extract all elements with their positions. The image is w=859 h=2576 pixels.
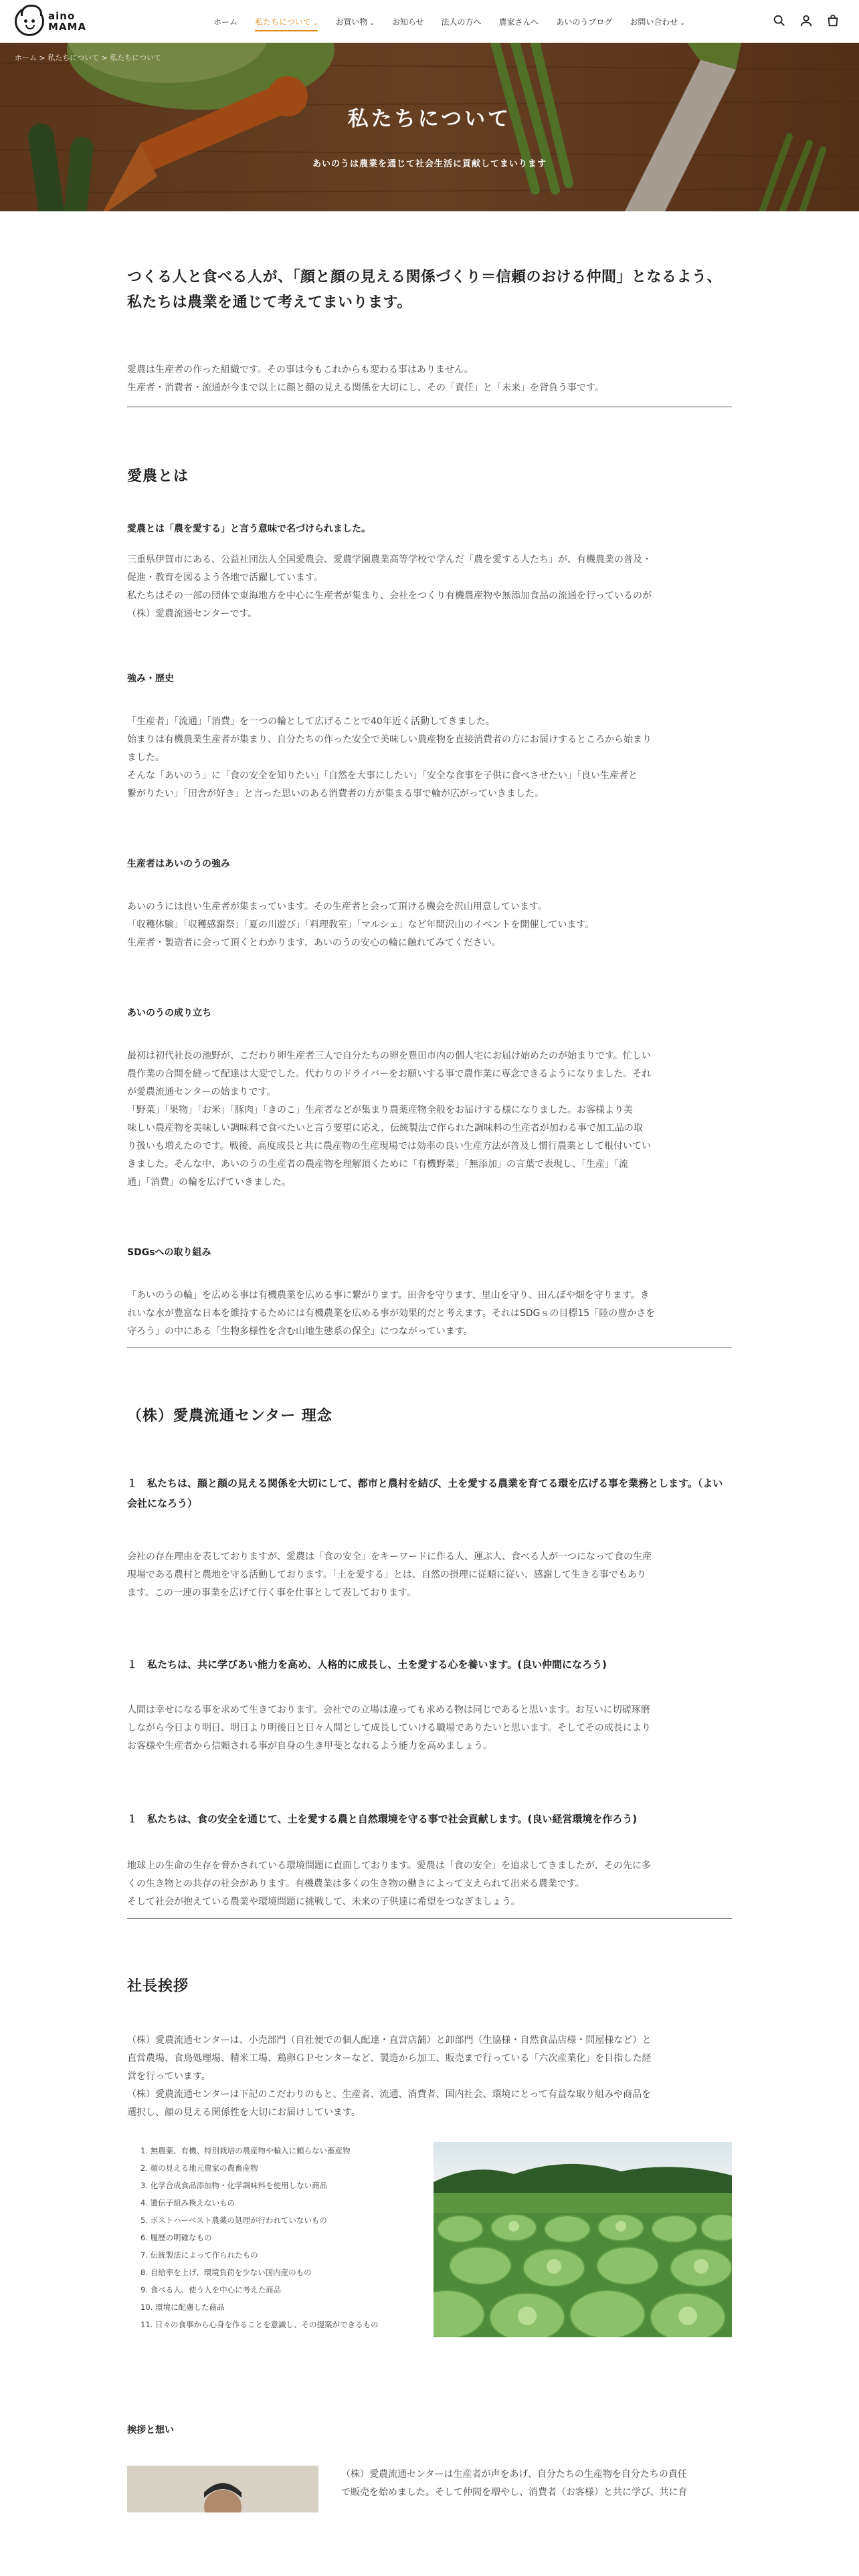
nav-item-corporate[interactable]: 法人の方へ	[441, 17, 482, 27]
nav-item-home[interactable]: ホーム	[213, 17, 238, 27]
body-line: 最初は初代社長の池野が、こだわり卵生産者三人で自分たちの卵を豊田市内の個人宅にお届け始めたのが始まりです。忙しい	[127, 1051, 651, 1061]
nav-item-shopping[interactable]: お買い物 ⌄	[335, 17, 375, 27]
nav-item-farmers[interactable]: 農家さんへ	[498, 17, 539, 27]
body-line: そんな「あいのう」に「食の安全を知りたい」「自然を大事にしたい」「安全な食事を子供に食べさせたい」「良い生産者と	[127, 770, 638, 781]
philosophy-body	[127, 1548, 732, 1602]
body-line: 現場である農村と農地を守る活動しております。「土を愛する」とは、自然の摂理に従順に従い、感謝して生きる事でもあり	[127, 1570, 646, 1580]
list-item: 11. 日々の食事から心身を作ることを意識し、その提案ができるもの	[140, 2320, 379, 2329]
main-nav	[205, 0, 694, 43]
philosophy-heading: １ 私たちは、顔と顔の見える関係を大切にして、都市と農村を結び、土を愛する農業を育てる環を広げる事を業務とします。（よい会社になろう）	[127, 1477, 723, 1509]
list-item: 8. 自給率を上げ、環境負荷を少ない国内産のもの	[140, 2268, 312, 2277]
body-line: 人間は幸せになる事を求めて生きております。会社での立場は違っても求める物は同じであると思います。お互いに切磋琢磨	[127, 1705, 650, 1715]
nav-item-news[interactable]: お知らせ	[391, 17, 424, 27]
hero-banner	[0, 43, 859, 211]
intro-text	[127, 361, 732, 397]
nav-item-about[interactable]: 私たちについて ⌄	[246, 16, 326, 27]
list-item: 7. 伝統製法によって作られたもの	[140, 2250, 258, 2260]
president-intro	[127, 2032, 732, 2122]
list-item: 6. 履歴の明確なもの	[140, 2233, 212, 2242]
body-line: で販売を始めました。そして仲間を増やし、消費者（お客様）と共に学び、共に育	[341, 2487, 688, 2498]
list-item: 1. 無農薬、有機、特別栽培の農産物や輸入に頼らない畜産物	[140, 2146, 351, 2155]
philosophy-heading: １ 私たちは、食の安全を通じて、土を愛する農と自然環境を守る事で社会貢献します。(良い経営環境を作ろう)	[127, 1813, 638, 1825]
aino-section	[127, 465, 732, 1341]
body-line: 選択し、顔の見える関係性を大切にお届けしています。	[127, 2107, 361, 2118]
body-line: くの生き物との共存の社会があります。有機農業は多くの生き物の働きによって支えられて出来る農業です。	[127, 1879, 585, 1889]
message-text	[341, 2466, 687, 2512]
list-item: 2. 顔の見える地元農家の農畜産物	[140, 2163, 258, 2173]
cart-icon[interactable]	[826, 13, 840, 28]
site-logo[interactable]	[15, 6, 95, 37]
president-photo	[127, 2466, 318, 2512]
body-line: 三重県伊賀市にある、公益社団法人全国愛農会、愛農学園農業高等学校で学んだ「農を愛する人たち」が、有機農業の普及・	[127, 554, 652, 565]
subsection-body	[127, 551, 732, 623]
body-line: 促進・教育を図るよう各地で活躍しています。	[127, 572, 323, 583]
body-line: 会社の存在理由を表しておりますが、愛農は「食の安全」をキーワードに作る人、運ぶ人、食べる人が一つになって食の生産	[127, 1551, 652, 1562]
list-item: 9. 食べる人、使う人を中心に考えた商品	[140, 2285, 282, 2294]
message-section	[127, 2423, 732, 2512]
cabbage-field-photo	[434, 2142, 732, 2337]
body-line: きました。そんな中、あいのうの生産者の農産物を理解頂くために「有機野菜」「無添加」の言葉で表現し、「生産」「流	[127, 1159, 628, 1170]
philosophy-body	[127, 1701, 732, 1755]
body-line: ます。この一連の事業を広げて行く事を仕事として表しております。	[127, 1588, 416, 1598]
list-item: 4. 遺伝子組み換えないもの	[140, 2198, 235, 2208]
body-line: が愛農流通センターの始まりです。	[127, 1087, 276, 1097]
body-line: 守ろう」の中にある「生物多様性を含む山地生態系の保全」につながっています。	[127, 1326, 473, 1337]
subsection-title: SDGsへの取り組み	[127, 1247, 211, 1258]
logo-line-1: aino	[48, 10, 76, 22]
subsection-body	[127, 1047, 732, 1192]
list-item: 10. 環境に配慮した商品	[140, 2302, 225, 2312]
intro-paragraph: 愛農は生産者の作った組織です。その事は今もこれからも変わる事はありません。	[127, 364, 474, 375]
body-line: 農作業の合間を縫って配達は大変でした。代わりのドライバーをお願いする事で農作業に専念できるようになりました。それ	[127, 1069, 652, 1079]
intro-paragraph: 生産者・消費者・流通が今まで以上に顔と顔の見える関係を大切にし、その「責任」と「未来」を背負う事です。	[127, 383, 604, 393]
body-line: （株）愛農流通センターは下記のこだわりのもと、生産者、流通、消費者、国内社会、環境にとって有益な取り組みや商品を	[127, 2089, 652, 2100]
subsection-body	[127, 898, 732, 952]
header-icons	[772, 13, 840, 28]
body-line: 「野菜」「果物」「お米」「豚肉」「きのこ」生産者などが集まり農薬産物全般をお届けする様になりました。お客様より美	[127, 1105, 633, 1115]
body-line: 地球上の生命の生存を脅かされている環境問題に直面しております。愛農は「食の安全」を追求してきましたが、その先に多	[127, 1860, 651, 1871]
body-line: 「収穫体験」「収穫感謝祭」「夏の川遊び」「料理教室」「マルシェ」など年間沢山のイベントを開催しています。	[127, 920, 595, 930]
body-line: しながら今日より明日、明日より明後日と日々人間として成長していける職場でありたいと思います。そしてその成長により	[127, 1723, 651, 1733]
subsection-title: 生産者はあいのうの強み	[127, 859, 230, 869]
subsection-body	[127, 1287, 732, 1341]
subsection-body	[127, 713, 732, 803]
list-item: 3. 化学合成食品添加物・化学調味料を使用しない商品	[140, 2181, 328, 2190]
chevron-down-icon: ⌄	[369, 19, 375, 27]
body-line: 私たちはその一部の団体で東海地方を中心に生産者が集まり、会社をつくり有機農産物や無添加食品の流通を行っているのが	[127, 591, 652, 601]
section-title: 社長挨拶	[127, 1978, 189, 1995]
body-line: 「あいのうの輪」を広める事は有機農業を広める事に繋がります。田舎を守ります、里山を守り、田んぼや畑を守ります。き	[127, 1290, 650, 1301]
body-line: 繋がりたい」「田舎が好き」と言った思いのある消費者の方が集まる事で輪が広がっていきました。	[127, 788, 544, 799]
message-block	[127, 2466, 732, 2512]
section-title: （株）愛農流通センター 理念	[127, 1408, 332, 1424]
body-line: 味しい農産物を美味しい調味料で食べたいと言う要望に応え、伝統製法で作られた調味料の生産者が加わる事で加工品の取	[127, 1123, 643, 1134]
body-line: あいのうには良い生産者が集まっています。その生産者と会って頂ける機会を沢山用意しています。	[127, 901, 547, 912]
chevron-down-icon: ⌄	[680, 19, 685, 27]
president-section	[127, 1975, 732, 2337]
search-icon[interactable]	[772, 13, 787, 28]
body-line: お客様や生産者から信頼される事が自身の生き甲斐となれるよう能力を高めましょう。	[127, 1741, 492, 1751]
body-line: そして社会が抱えている農業や環境問題に挑戦して、未来の子供達に希望をつなぎましょう。	[127, 1897, 520, 1907]
account-icon[interactable]	[799, 13, 814, 28]
site-header	[0, 0, 859, 43]
body-line: ました。	[127, 752, 165, 763]
body-line: （株）愛農流通センターは、小売部門（自社便での個人配達・直営店舗）と卸部門（生協様・自然食品店様・問屋様など）と	[127, 2035, 652, 2046]
commitments-block	[127, 2142, 732, 2337]
breadcrumb[interactable]: ホーム > 私たちについて > 私たちについて	[15, 53, 161, 62]
body-line: 始まりは有機農業生産者が集まり、自分たちの作った安全で美味しい農産物を直接消費者の方にお届けするところから始まり	[127, 734, 652, 745]
body-line: （株）愛農流通センターです。	[127, 609, 258, 619]
logo-line-2: MAMA	[48, 21, 87, 33]
section-title: 挨拶と想い	[127, 2425, 174, 2436]
subsection-title: あいのうの成り立ち	[127, 1008, 211, 1018]
body-line: 通」「消費」の輪を広げていきました。	[127, 1177, 291, 1188]
philosophy-section	[127, 1404, 732, 1911]
chevron-down-icon: ⌄	[312, 19, 318, 27]
philosophy-body	[127, 1857, 732, 1911]
page-title: 私たちについて	[347, 107, 512, 131]
nav-item-blog[interactable]: あいのうブログ	[556, 17, 613, 27]
body-line: 直営農場、食鳥処理場、精米工場、鶏卵ＧＰセンターなど、製造から加工、販売まで行っている「六次産業化」を目指した経	[127, 2053, 652, 2064]
section-title: 愛農とは	[127, 468, 189, 485]
body-line: （株）愛農流通センターは生産者が声をあげ、自分たちの生産物を自分たちの責任	[341, 2469, 687, 2480]
list-item: 5. ポストハーベスト農薬の処理が行われていないもの	[140, 2216, 327, 2225]
logo-text	[48, 11, 86, 32]
body-line: 生産者・製造者に会って頂くとわかります、あいのうの安心の輪に触れてみてください。	[127, 938, 501, 948]
page-subtitle: あいのうは農業を通じて社会生活に貢献してまいります	[312, 159, 547, 169]
nav-item-contact[interactable]: お問い合わせ ⌄	[630, 17, 685, 27]
body-line: 「生産者」「流通」「消費」を一つの輪として広げることで40年近く活動してきました。	[127, 716, 495, 727]
subsection-title: 強み・歴史	[127, 673, 174, 684]
main-content	[127, 211, 732, 2512]
section-divider	[127, 1918, 732, 1919]
commitments-list	[127, 2142, 415, 2337]
body-line: 営を行っています。	[127, 2071, 211, 2082]
body-line: り扱いも増えたのです。戦後、高度成長と共に農産物の生産現場では効率の良い生産方法が普及し慣行農業として根付いてい	[127, 1141, 651, 1152]
subsection-title: 愛農とは「農を愛する」と言う意味で名づけられました。	[127, 524, 371, 534]
philosophy-heading: １ 私たちは、共に学びあい能力を高め、人格的に成長し、土を愛する心を養います。(良い仲間になろう)	[127, 1658, 607, 1671]
body-line: れいな水が豊富な日本を維持するためには有機農業を広める事が効果的だと考えます。それはSDGｓの目標15「陸の豊かさを	[127, 1308, 656, 1319]
logo-face-icon	[15, 7, 44, 36]
intro-lead: つくる人と食べる人が、「顔と顔の見える関係づくり＝信頼のおける仲間」となるよう、私たちは農業を通じて考えてまいります。	[127, 269, 723, 311]
